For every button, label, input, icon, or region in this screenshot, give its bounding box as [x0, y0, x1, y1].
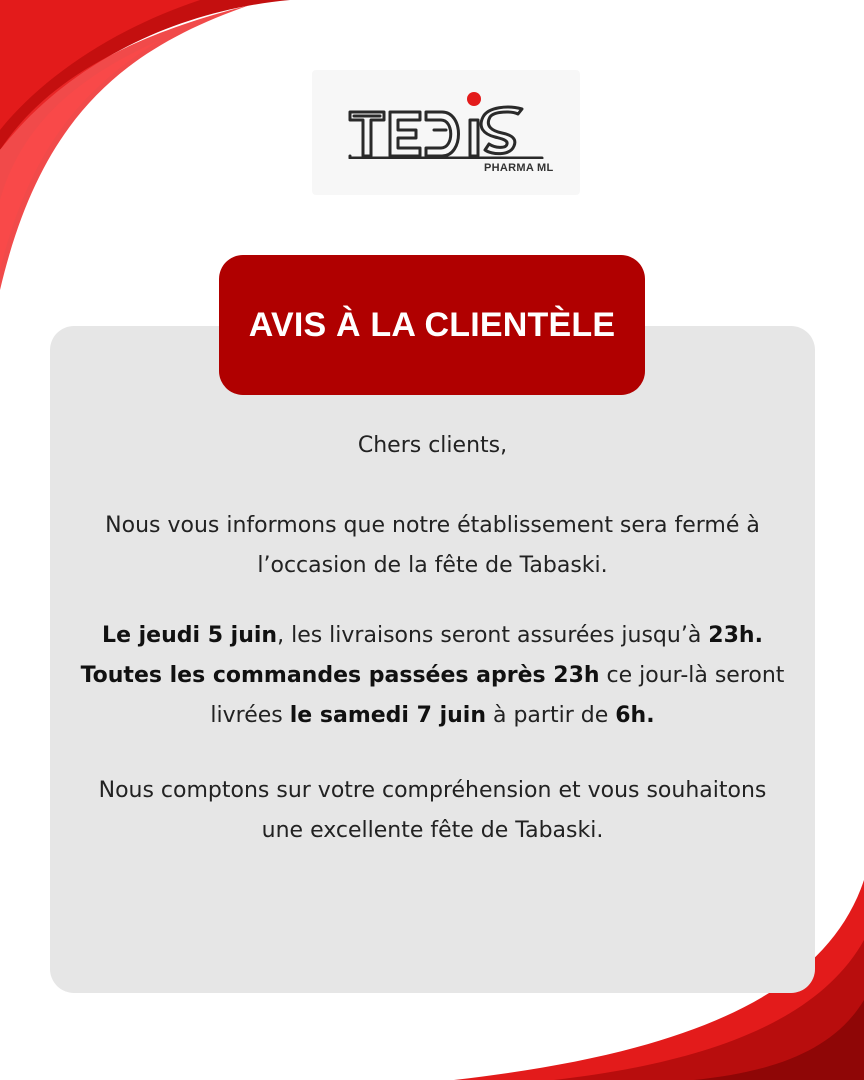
- greeting-text: Chers clients,: [357, 433, 508, 458]
- delivery-day: Le jeudi 5 juin: [102, 623, 278, 648]
- delivery-cutoff-time: 23h.: [708, 623, 763, 648]
- delivery-from-text: à partir de: [486, 703, 616, 728]
- delivery-saturday: le samedi 7 juin: [289, 703, 486, 728]
- delivery-start-hour: 6h.: [615, 703, 655, 728]
- closing-paragraph: [50, 771, 815, 851]
- logo-subtitle: PHARMA ML: [484, 162, 554, 174]
- closing-line-1: Nous comptons sur votre compréhension et vous souhaitons: [98, 778, 767, 803]
- closing-line-2: une excellente fête de Tabaski.: [261, 818, 604, 843]
- delivery-line-3: [50, 696, 815, 736]
- closure-info-line-2: l’occasion de la fête de Tabaski.: [257, 553, 608, 578]
- delivery-line-2: [50, 656, 815, 696]
- delivery-day-detail: , les livraisons seront assurées jusqu’à: [277, 623, 709, 648]
- notice-title-banner: [219, 255, 645, 395]
- delivery-line-1: [50, 616, 815, 656]
- notice-title: AVIS À LA CLIENTÈLE: [248, 305, 616, 344]
- tedis-logo-mark: [342, 84, 552, 159]
- late-orders-text: Toutes les commandes passées après 23h: [80, 663, 600, 688]
- brand-logo: [312, 70, 580, 195]
- late-orders-detail: ce jour-là seront: [599, 663, 785, 688]
- delivery-schedule-paragraph: [50, 616, 815, 736]
- greeting-paragraph: [50, 426, 815, 466]
- delivered-prefix: livrées: [210, 703, 290, 728]
- closure-info-paragraph: [50, 506, 815, 586]
- closure-info-line-1: Nous vous informons que notre établissement sera fermé à: [105, 513, 760, 538]
